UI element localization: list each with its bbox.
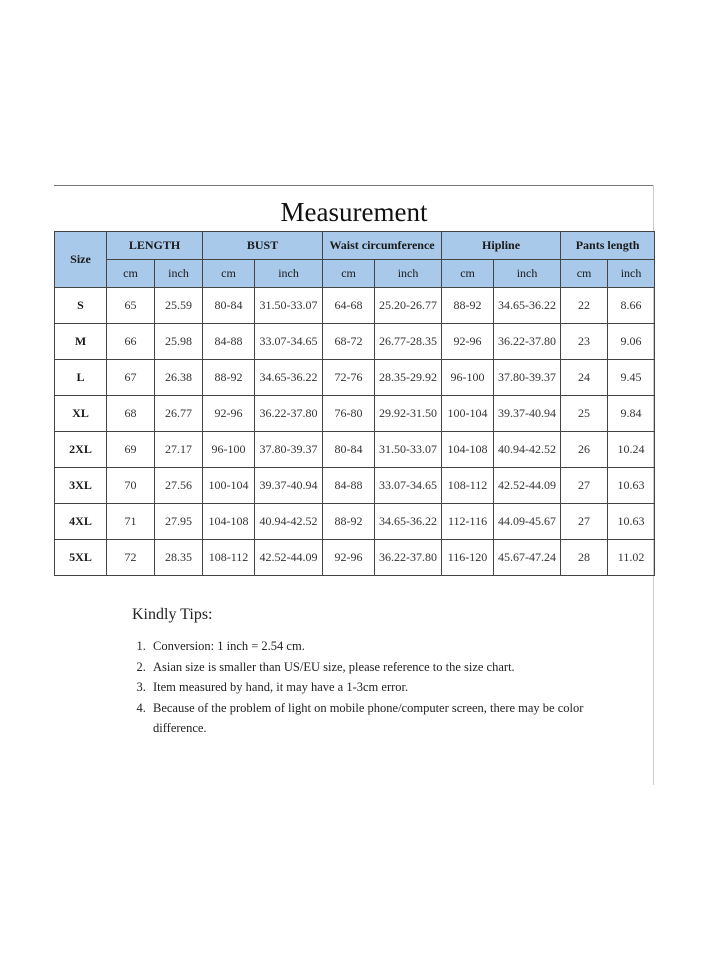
measure-cell: 112-116 — [442, 504, 494, 540]
kindly-tips — [132, 606, 592, 739]
table-row — [55, 324, 655, 360]
measure-cell: 9.45 — [608, 360, 655, 396]
measure-cell: 28 — [561, 540, 608, 576]
unit-header: cm — [203, 260, 255, 288]
measure-cell: 28.35 — [155, 540, 203, 576]
unit-header: cm — [323, 260, 375, 288]
measure-cell: 84-88 — [323, 468, 375, 504]
measure-cell: 104-108 — [442, 432, 494, 468]
measure-cell: 26.77 — [155, 396, 203, 432]
size-cell: L — [55, 360, 107, 396]
measure-cell: 40.94-42.52 — [255, 504, 323, 540]
measure-cell: 104-108 — [203, 504, 255, 540]
measure-cell: 70 — [107, 468, 155, 504]
size-header: Size — [55, 232, 107, 288]
measure-cell: 31.50-33.07 — [255, 288, 323, 324]
measure-cell: 100-104 — [442, 396, 494, 432]
measure-cell: 108-112 — [442, 468, 494, 504]
measure-cell: 100-104 — [203, 468, 255, 504]
unit-header: inch — [494, 260, 561, 288]
measure-cell: 9.84 — [608, 396, 655, 432]
unit-header: inch — [155, 260, 203, 288]
table-row — [55, 540, 655, 576]
measure-cell: 10.63 — [608, 468, 655, 504]
size-cell: XL — [55, 396, 107, 432]
measure-cell: 37.80-39.37 — [494, 360, 561, 396]
measure-cell: 26.77-28.35 — [375, 324, 442, 360]
measure-cell: 26 — [561, 432, 608, 468]
length-header: LENGTH — [107, 232, 203, 260]
unit-header: cm — [107, 260, 155, 288]
measure-cell: 28.35-29.92 — [375, 360, 442, 396]
table-row — [55, 396, 655, 432]
tip-item: 3. Item measured by hand, it may have a 1-3cm error. — [149, 677, 592, 698]
waist-header: Waist circumference — [323, 232, 442, 260]
table-row — [55, 360, 655, 396]
measure-cell: 25.98 — [155, 324, 203, 360]
measure-cell: 71 — [107, 504, 155, 540]
measure-cell: 27 — [561, 504, 608, 540]
measure-cell: 65 — [107, 288, 155, 324]
unit-header-row — [55, 260, 655, 288]
measure-cell: 27 — [561, 468, 608, 504]
bust-header: BUST — [203, 232, 323, 260]
size-cell: 3XL — [55, 468, 107, 504]
measure-cell: 44.09-45.67 — [494, 504, 561, 540]
measure-cell: 68-72 — [323, 324, 375, 360]
measure-cell: 34.65-36.22 — [494, 288, 561, 324]
measure-cell: 96-100 — [442, 360, 494, 396]
table-row — [55, 504, 655, 540]
measure-cell: 64-68 — [323, 288, 375, 324]
measure-cell: 39.37-40.94 — [255, 468, 323, 504]
table-row — [55, 432, 655, 468]
size-cell: 4XL — [55, 504, 107, 540]
table-row — [55, 468, 655, 504]
measure-cell: 23 — [561, 324, 608, 360]
measure-cell: 69 — [107, 432, 155, 468]
measure-cell: 25.59 — [155, 288, 203, 324]
measure-cell: 68 — [107, 396, 155, 432]
measure-cell: 27.17 — [155, 432, 203, 468]
hipline-header: Hipline — [442, 232, 561, 260]
measure-cell: 80-84 — [323, 432, 375, 468]
measure-cell: 84-88 — [203, 324, 255, 360]
measure-cell: 29.92-31.50 — [375, 396, 442, 432]
unit-header: cm — [442, 260, 494, 288]
measure-cell: 92-96 — [442, 324, 494, 360]
measurement-chart — [54, 185, 654, 785]
measure-cell: 92-96 — [323, 540, 375, 576]
frame-top-border — [54, 185, 654, 186]
measure-cell: 88-92 — [442, 288, 494, 324]
measure-cell: 45.67-47.24 — [494, 540, 561, 576]
size-cell: S — [55, 288, 107, 324]
measure-cell: 116-120 — [442, 540, 494, 576]
measure-cell: 33.07-34.65 — [255, 324, 323, 360]
measure-cell: 40.94-42.52 — [494, 432, 561, 468]
group-header-row — [55, 232, 655, 260]
measure-cell: 24 — [561, 360, 608, 396]
unit-header: inch — [255, 260, 323, 288]
measure-cell: 92-96 — [203, 396, 255, 432]
measure-cell: 10.24 — [608, 432, 655, 468]
measure-cell: 36.22-37.80 — [375, 540, 442, 576]
measure-cell: 66 — [107, 324, 155, 360]
measure-cell: 26.38 — [155, 360, 203, 396]
size-cell: M — [55, 324, 107, 360]
unit-header: cm — [561, 260, 608, 288]
measure-cell: 96-100 — [203, 432, 255, 468]
measure-cell: 72 — [107, 540, 155, 576]
measure-cell: 34.65-36.22 — [375, 504, 442, 540]
measure-cell: 22 — [561, 288, 608, 324]
measure-cell: 67 — [107, 360, 155, 396]
measure-cell: 108-112 — [203, 540, 255, 576]
measure-cell: 25.20-26.77 — [375, 288, 442, 324]
measure-cell: 27.95 — [155, 504, 203, 540]
chart-title: Measurement — [280, 197, 428, 227]
measure-cell: 9.06 — [608, 324, 655, 360]
tip-item: 4. Because of the problem of light on mobile phone/computer screen, there may be color difference. — [149, 698, 592, 739]
measure-cell: 37.80-39.37 — [255, 432, 323, 468]
measure-cell: 31.50-33.07 — [375, 432, 442, 468]
size-cell: 5XL — [55, 540, 107, 576]
tip-item: 2. Asian size is smaller than US/EU size, please reference to the size chart. — [149, 657, 592, 678]
unit-header: inch — [375, 260, 442, 288]
measure-cell: 76-80 — [323, 396, 375, 432]
measure-cell: 11.02 — [608, 540, 655, 576]
table-row — [55, 288, 655, 324]
measure-cell: 80-84 — [203, 288, 255, 324]
measure-cell: 42.52-44.09 — [255, 540, 323, 576]
tips-title: Kindly Tips: — [132, 606, 213, 623]
tip-item: 1. Conversion: 1 inch = 2.54 cm. — [149, 636, 592, 657]
measure-cell: 72-76 — [323, 360, 375, 396]
measure-cell: 42.52-44.09 — [494, 468, 561, 504]
measure-cell: 88-92 — [323, 504, 375, 540]
measure-cell: 36.22-37.80 — [494, 324, 561, 360]
measure-cell: 27.56 — [155, 468, 203, 504]
unit-header: inch — [608, 260, 655, 288]
size-table — [54, 231, 655, 576]
measure-cell: 33.07-34.65 — [375, 468, 442, 504]
measure-cell: 10.63 — [608, 504, 655, 540]
measure-cell: 88-92 — [203, 360, 255, 396]
measure-cell: 8.66 — [608, 288, 655, 324]
pants-length-header: Pants length — [561, 232, 655, 260]
measure-cell: 36.22-37.80 — [255, 396, 323, 432]
table-body — [55, 288, 655, 576]
measure-cell: 34.65-36.22 — [255, 360, 323, 396]
size-cell: 2XL — [55, 432, 107, 468]
measure-cell: 25 — [561, 396, 608, 432]
measure-cell: 39.37-40.94 — [494, 396, 561, 432]
tips-list — [132, 636, 592, 739]
